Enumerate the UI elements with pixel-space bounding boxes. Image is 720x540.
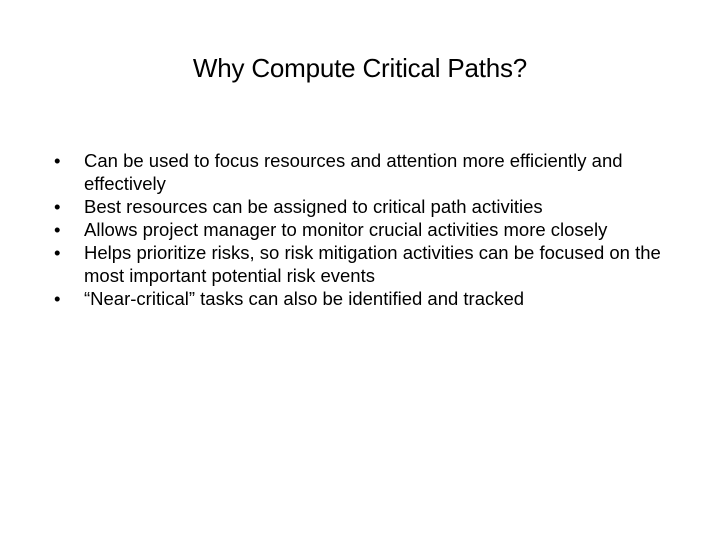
bullet-marker: • [54, 242, 61, 263]
list-item [54, 218, 684, 241]
bullet-marker: • [54, 150, 61, 171]
list-item [54, 195, 684, 218]
bullet-marker: • [54, 288, 61, 309]
list-item [54, 149, 684, 195]
bullet-text: Best resources can be assigned to critical path activities [84, 196, 543, 217]
bullet-text: Can be used to focus resources and attention more efficiently and effectively [84, 150, 623, 194]
bullet-text: Helps prioritize risks, so risk mitigation activities can be focused on the most important potential risk events [84, 242, 661, 286]
list-item [54, 241, 684, 287]
bullet-marker: • [54, 196, 61, 217]
bullet-text: Allows project manager to monitor crucial activities more closely [84, 219, 608, 240]
slide-title: Why Compute Critical Paths? [192, 53, 528, 83]
bullet-text: “Near-critical” tasks can also be identified and tracked [84, 288, 525, 309]
bullet-list [54, 149, 684, 310]
list-item [54, 287, 684, 310]
bullet-marker: • [54, 219, 61, 240]
